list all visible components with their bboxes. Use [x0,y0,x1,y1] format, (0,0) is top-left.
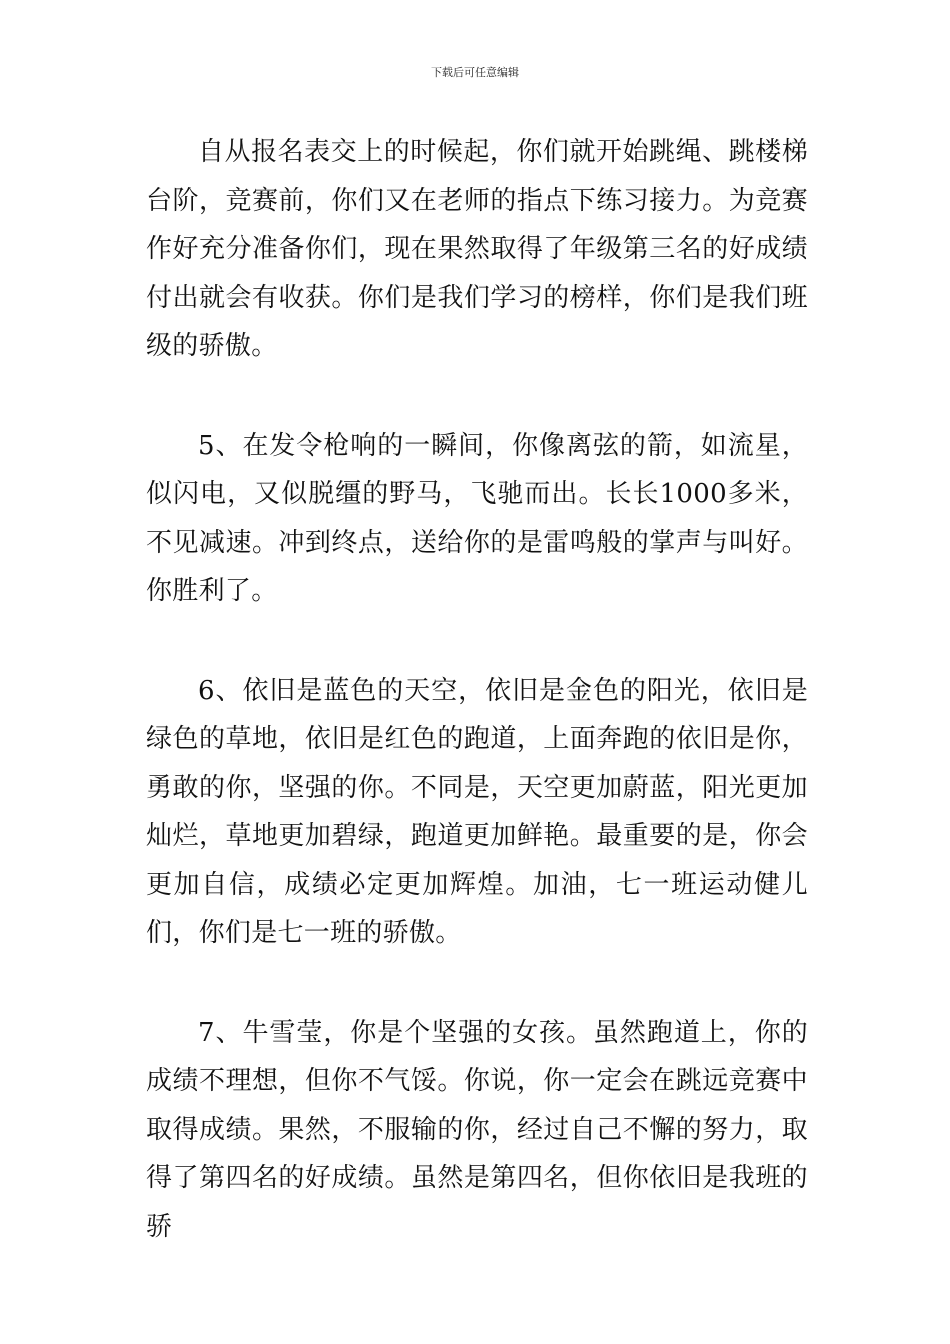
paragraph-preparation: 自从报名表交上的时候起，你们就开始跳绳、跳楼梯台阶，竞赛前，你们又在老师的指点下练习接力。为竞赛作好充分准备你们，现在果然取得了年级第三名的好成绩付出就会有收获。你们是我们学习的榜样，你们是我们班级的骄傲。 [146,137,808,361]
document-body [146,128,808,1251]
paragraph-6-encouragement: 6、依旧是蓝色的天空，依旧是金色的阳光，依旧是绿色的草地，依旧是红色的跑道，上面奔跑的依旧是你，勇敢的你，坚强的你。不同是，天空更加蔚蓝，阳光更加灿烂，草地更加碧绿，跑道更加鲜艳。最重要的是，你会更加自信，成绩必定更加辉煌。加油，七一班运动健儿们，你们是七一班的骄傲。 [146,675,808,948]
paragraph-7-niu-xueying: 7、牛雪莹，你是个坚强的女孩。虽然跑道上，你的成绩不理想，但你不气馁。你说，你一定会在跳远竞赛中取得成绩。果然，不服输的你，经过自己不懈的努力，取得了第四名的好成绩。虽然是第四名，但你依旧是我班的骄 [146,1017,808,1242]
page-header-note: 下载后可任意编辑 [431,66,519,79]
paragraph-5-sprint: 5、在发令枪响的一瞬间，你像离弦的箭，如流星，似闪电，又似脱缰的野马，飞驰而出。长长1000多米，不见减速。冲到终点，送给你的是雷鸣般的掌声与叫好。你胜利了。 [146,430,808,606]
